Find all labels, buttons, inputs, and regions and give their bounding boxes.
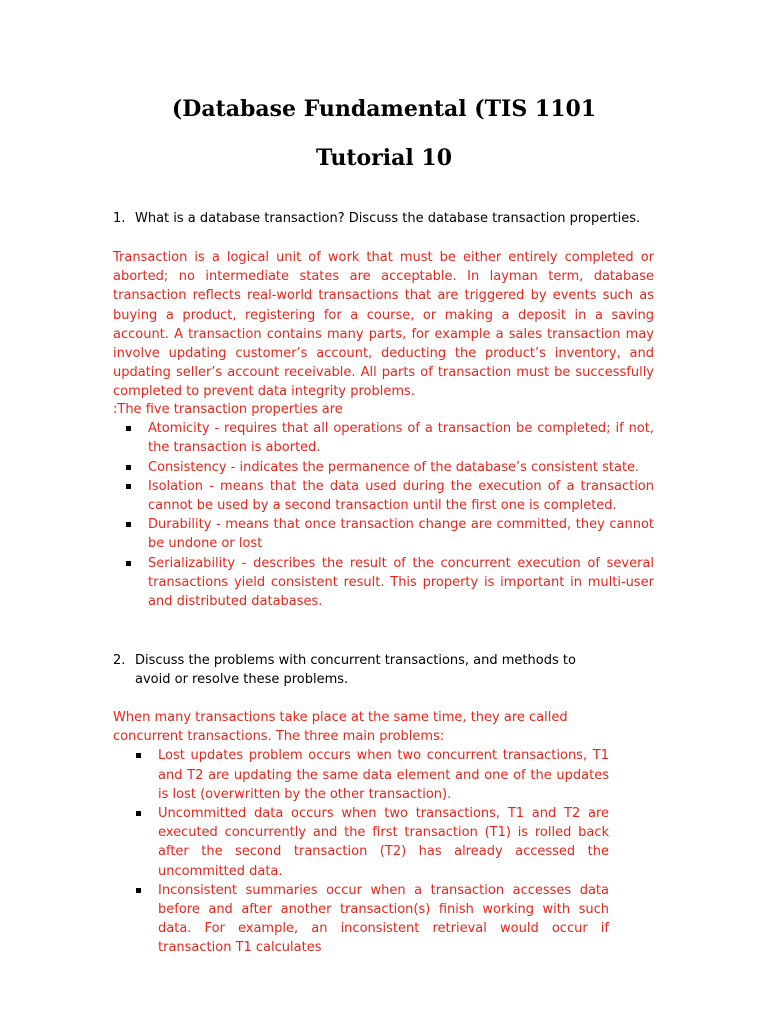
question-1-number: 1. — [113, 211, 126, 226]
bullet-icon — [136, 753, 141, 758]
problems-list — [158, 746, 609, 957]
list-item: Uncommitted data occurs when two transactions, T1 and T2 are executed concurrently and the first transaction (T1) is rolled back after the second transaction (T2) has already accessed the uncommitted data. — [158, 804, 609, 881]
document-title: (Database Fundamental (TIS 1101 — [171, 96, 597, 122]
list-item: Atomicity - requires that all operations of a transaction be completed; if not, the transaction is aborted. — [148, 419, 654, 457]
properties-list — [148, 419, 654, 611]
answer-1-properties — [113, 400, 654, 611]
answer-2-intro: When many transactions take place at the same time, they are called concurrent transactions. The three main problems: — [113, 710, 568, 745]
list-item: Consistency - indicates the permanence of the database’s consistent state. — [148, 458, 654, 477]
question-2-text: Discuss the problems with concurrent transactions, and methods to avoid or resolve these problems. — [135, 653, 576, 688]
document-subtitle: Tutorial 10 — [315, 145, 453, 171]
question-1 — [113, 209, 658, 228]
list-item: Inconsistent summaries occur when a transaction accesses data before and after another transaction(s) finish working with such data. For example, an inconsistent retrieval would occur if transaction T1 calculates — [158, 881, 609, 958]
question-2-number: 2. — [113, 653, 126, 668]
question-1-text: What is a database transaction? Discuss the database transaction properties. — [135, 211, 641, 226]
properties-intro: :The five transaction properties are — [113, 402, 343, 417]
bullet-icon — [136, 811, 141, 816]
list-item: Serializability - describes the result of the concurrent execution of several transactions yield consistent result. This property is important in multi-user and distributed databases. — [148, 554, 654, 612]
answer-1 — [113, 248, 654, 402]
list-item: Lost updates problem occurs when two concurrent transactions, T1 and T2 are updating the same data element and one of the updates is lost (overwritten by the other transaction). — [158, 746, 609, 804]
bullet-icon — [126, 484, 131, 489]
list-item: Isolation - means that the data used during the execution of a transaction cannot be used by a second transaction until the first one is completed. — [148, 477, 654, 515]
list-item: Durability - means that once transaction change are committed, they cannot be undone or lost — [148, 515, 654, 553]
answer-2 — [113, 708, 609, 958]
bullet-icon — [126, 561, 131, 566]
bullet-icon — [126, 465, 131, 470]
question-2 — [113, 651, 613, 689]
bullet-icon — [136, 888, 141, 893]
answer-1-paragraph: Transaction is a logical unit of work that must be either entirely completed or aborted; no intermediate states are acceptable. In layman term, database transaction reflects real-world transactions that are triggered by events such as buying a product, registering for a course, or making a deposit in a saving account. A transaction contains many parts, for example a sales transaction may involve updating customer’s account, deducting the product’s inventory, and updating seller’s account receivable. All parts of transaction must be successfully completed to prevent data integrity problems. — [113, 250, 654, 400]
bullet-icon — [126, 522, 131, 527]
bullet-icon — [126, 426, 131, 431]
